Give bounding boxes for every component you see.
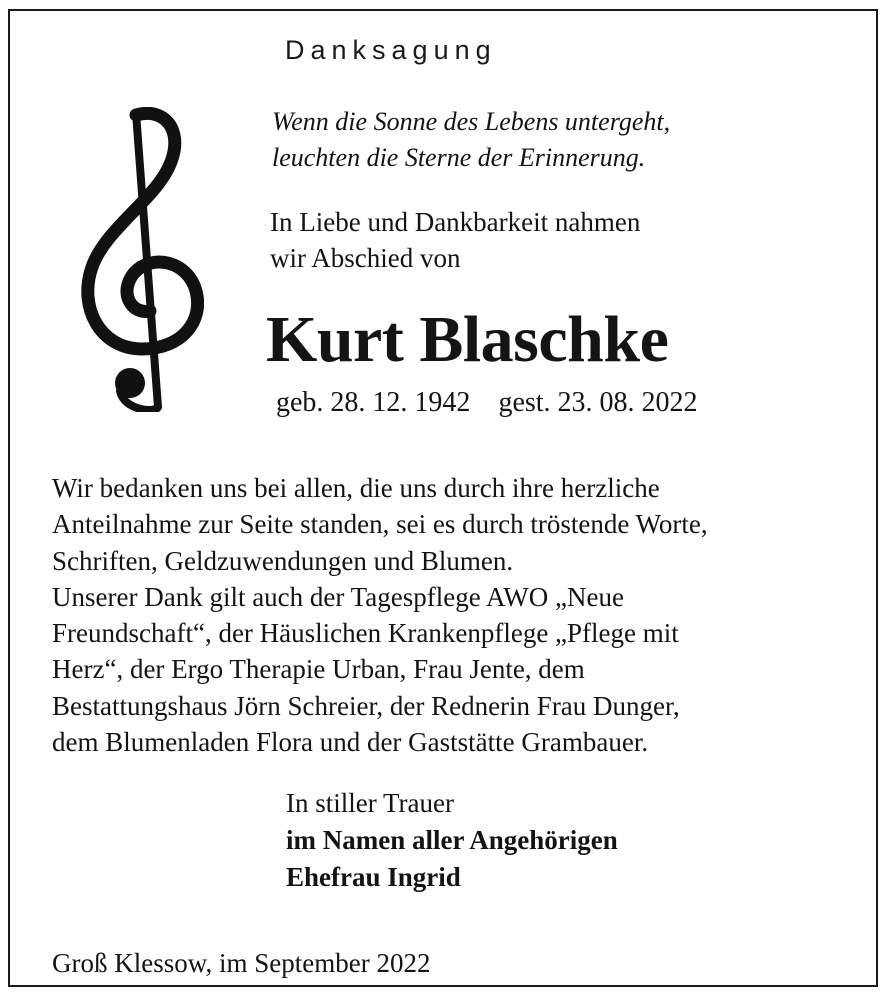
closing-signature [286, 785, 618, 896]
life-dates [276, 385, 698, 421]
death-date: gest. 23. 08. 2022 [498, 387, 698, 418]
intro-line: wir Abschied von [270, 243, 461, 273]
body-line: Bestattungshaus Jörn Schreier, der Rednerin Frau Dunger, [52, 690, 680, 721]
birth-date: geb. 28. 12. 1942 [276, 387, 471, 418]
quote-line: leuchten die Sterne der Erinnerung. [272, 143, 646, 172]
quote-line: Wenn die Sonne des Lebens untergeht, [272, 107, 671, 136]
body-line: Freundschaft“, der Häuslichen Krankenpflege „Pflege mit [52, 618, 679, 649]
thanks-paragraph [52, 470, 708, 760]
intro-line: In Liebe und Dankbarkeit nahmen [270, 207, 641, 237]
treble-clef-icon [72, 107, 204, 412]
closing-line-bold: im Namen aller Angehörigen [286, 825, 618, 855]
body-line: Wir bedanken uns bei allen, die uns durch ihre herzliche [52, 473, 660, 503]
deceased-name: Kurt Blaschke [266, 303, 669, 376]
body-line: dem Blumenladen Flora und der Gaststätte Grambauer. [52, 727, 649, 758]
body-line: Schriften, Geldzuwendungen und Blumen. [52, 545, 514, 576]
body-line: Anteilnahme zur Seite standen, sei es durch tröstende Worte, [52, 509, 708, 540]
body-line: Herz“, der Ergo Therapie Urban, Frau Jente, dem [52, 654, 585, 685]
obituary-card [8, 9, 878, 987]
place-date: Groß Klessow, im September 2022 [52, 948, 431, 978]
quote [272, 104, 670, 176]
body-line: Unserer Dank gilt auch der Tagespflege AWO „Neue [52, 581, 624, 612]
intro-text [270, 204, 640, 276]
heading: Danksagung [285, 35, 497, 65]
closing-line: In stiller Trauer [286, 788, 454, 818]
signatory: Ehefrau Ingrid [286, 862, 461, 892]
